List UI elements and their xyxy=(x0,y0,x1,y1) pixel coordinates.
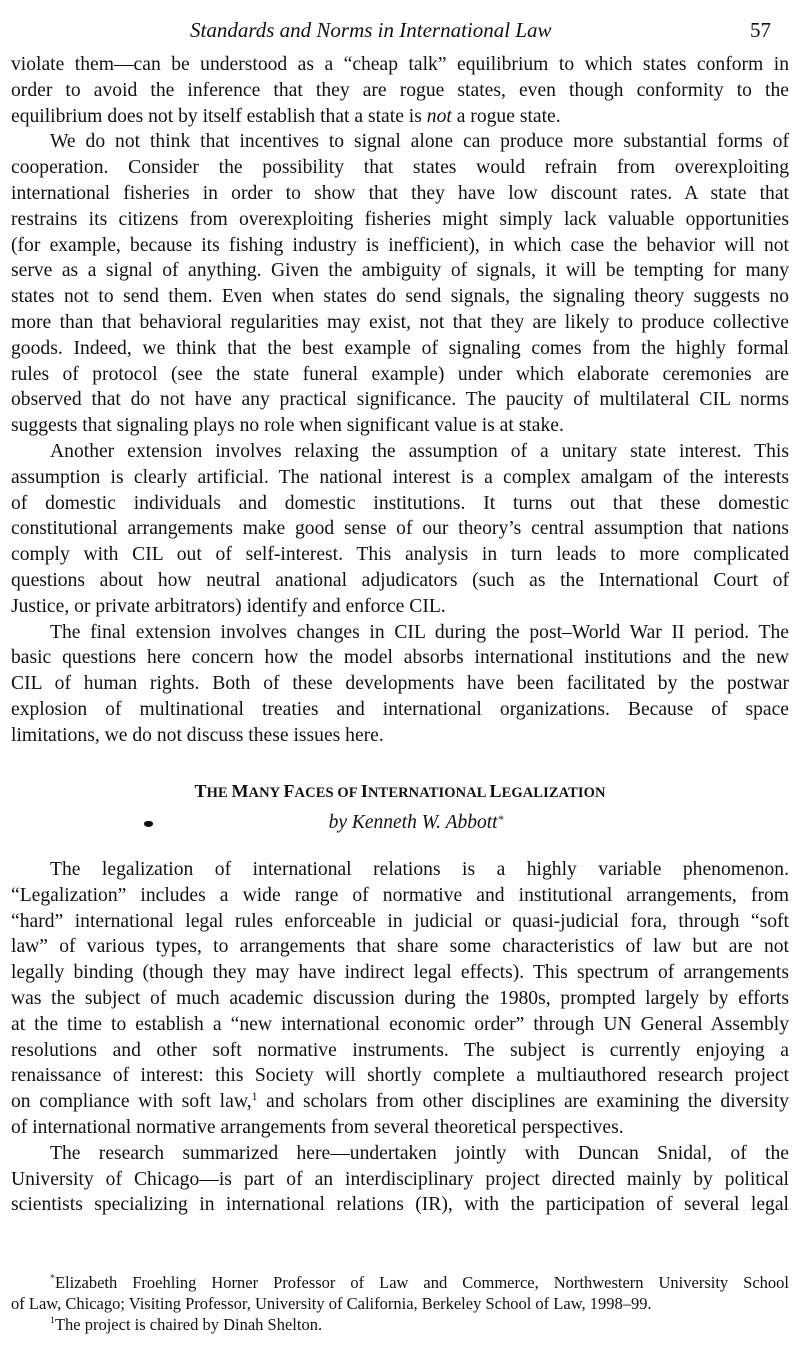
text-span: a rogue state. xyxy=(451,105,561,127)
text-line: basic questions here concern how the model absorbs international institutions and the new xyxy=(11,647,789,669)
text-span: The project is chaired by Dinah Shelton. xyxy=(54,1315,323,1334)
text-line: We do not think that incentives to signal alone can produce more substantial forms of xyxy=(50,131,789,153)
text-line: resolutions and other soft normative instruments. The subject is currently enjoying a xyxy=(11,1039,789,1061)
text-line: at the time to establish a “new international economic order” through UN General Assembly xyxy=(11,1013,789,1035)
heading-cap: L xyxy=(489,781,502,801)
text-line: limitations, we do not discuss these issues here. xyxy=(11,724,384,746)
heading-cap: M xyxy=(231,781,249,801)
body-text-bottom xyxy=(11,857,789,1218)
footnote xyxy=(11,1314,789,1335)
text-line: The final extension involves changes in CIL during the post–World War II period. The xyxy=(50,621,789,643)
text-line: legally binding (though they may have indirect legal effects). This spectrum of arrangements xyxy=(11,962,789,984)
heading-cap: T xyxy=(194,781,207,801)
text-line: The legalization of international relations is a highly variable phenomenon. xyxy=(50,859,789,880)
text-line: violate them—can be understood as a “cheap talk” equilibrium to which states conform in xyxy=(11,54,789,75)
paragraph xyxy=(11,129,789,439)
running-head xyxy=(0,18,800,46)
text-line: more than that behavioral regularities may exist, not that they are likely to produce collective xyxy=(11,311,789,333)
author-name: by Kenneth W. Abbott xyxy=(328,812,498,833)
footnotes xyxy=(11,1272,789,1335)
text-line: comply with CIL out of self-interest. This analysis in turn leads to more complicated xyxy=(11,544,789,566)
paragraph xyxy=(11,439,789,620)
heading-smallcaps: ACES OF xyxy=(294,785,361,801)
text-line: Justice, or private arbitrators) identify and enforce CIL. xyxy=(11,595,446,617)
text-line: (for example, because its fishing industry is inefficient), in which case the behavior will not xyxy=(11,234,789,256)
body-text-top xyxy=(11,52,789,749)
text-line: constitutional arrangements make good sense of our theory’s central assumption that nations xyxy=(11,518,789,540)
heading-smallcaps: ANY xyxy=(248,785,284,801)
text-line: rules of protocol (see the state funeral example) under which elaborate ceremonies are xyxy=(11,363,789,385)
text-line: order to avoid the inference that they are rogue states, even though conformity to the xyxy=(11,79,789,101)
footnote-line: of Law, Chicago; Visiting Professor, University of California, Berkeley School of Law, 1998–99. xyxy=(11,1294,652,1313)
text-line: questions about how neutral anational adjudicators (such as the International Court of xyxy=(11,569,789,591)
text-line: restrains its citizens from overexploiting fisheries might simply lack valuable opportunities xyxy=(11,208,789,230)
text-line: serve as a signal of anything. Given the ambiguity of signals, it will be tempting for many xyxy=(11,260,789,282)
paragraph xyxy=(11,857,789,1141)
text-line xyxy=(11,104,789,130)
text-line: of international normative arrangements from several theoretical perspectives. xyxy=(11,1116,624,1138)
footnote-marker: * xyxy=(50,1273,55,1284)
text-line: assumption is clearly artificial. The national interest is a complex amalgam of the interests xyxy=(11,466,789,488)
text-line: law” of various types, to arrangements that share some characteristics of law but are not xyxy=(11,936,789,958)
footnote-line xyxy=(11,1272,789,1293)
text-line: renaissance of interest: this Society will shortly complete a multiauthored research project xyxy=(11,1065,789,1087)
footnote-marker: * xyxy=(497,813,504,826)
heading-cap: I xyxy=(360,781,368,801)
text-line: cooperation. Consider the possibility that states would refrain from overexploiting xyxy=(11,157,789,179)
heading-cap: F xyxy=(283,781,295,801)
text-span: on compliance with soft law, xyxy=(11,1091,252,1113)
emphasis: not xyxy=(426,105,452,127)
text-line: was the subject of much academic discussion during the 1980s, prompted largely by efforts xyxy=(11,987,789,1009)
text-line: international fisheries in order to show that they have low discount rates. A state that xyxy=(11,182,789,204)
byline xyxy=(0,812,800,834)
text-line: “hard” international legal rules enforceable in judicial or quasi-judicial fora, through “soft xyxy=(11,910,789,932)
footnote-line xyxy=(11,1314,789,1335)
footnote-marker: 1 xyxy=(50,1315,55,1326)
text-line: of domestic individuals and domestic institutions. It turns out that these domestic xyxy=(11,492,789,514)
text-line: explosion of multinational treaties and international organizations. Because of space xyxy=(11,698,789,720)
text-line: goods. Indeed, we think that the best example of signaling comes from the highly formal xyxy=(11,337,789,359)
heading-smallcaps: HE xyxy=(206,785,232,801)
paragraph xyxy=(11,52,789,129)
text-line: observed that do not have any practical significance. The paucity of multilateral CIL norms xyxy=(11,389,789,411)
text-span: Elizabeth Froehling Horner Professor of Law and Commerce, Northwestern University School xyxy=(54,1273,789,1292)
text-line: University of Chicago—is part of an interdisciplinary project directed mainly by political xyxy=(11,1168,789,1190)
text-line xyxy=(11,1089,789,1115)
text-line: Another extension involves relaxing the assumption of a unitary state interest. This xyxy=(50,440,789,462)
footnote-reference[interactable]: 1 xyxy=(251,1090,258,1104)
text-line: CIL of human rights. Both of these developments have been facilitated by the postwar xyxy=(11,673,789,695)
text-span: equilibrium does not by itself establish that a state is xyxy=(11,105,427,127)
heading-smallcaps: NTERNATIONAL xyxy=(367,785,490,801)
section-heading xyxy=(0,781,800,802)
text-line: “Legalization” includes a wide range of normative and institutional arrangements, from xyxy=(11,884,789,906)
text-line: states not to send them. Even when states do send signals, the signaling theory suggests no xyxy=(11,286,789,308)
paragraph xyxy=(11,620,789,749)
text-line: The research summarized here—undertaken jointly with Duncan Snidal, of the xyxy=(50,1142,789,1164)
heading-smallcaps: EGALIZATION xyxy=(501,785,606,801)
running-title: Standards and Norms in International Law xyxy=(190,18,552,42)
text-span: and scholars from other disciplines are examining the diversity xyxy=(257,1091,789,1113)
text-line: suggests that signaling plays no role when significant value is at stake. xyxy=(11,415,564,437)
text-line: scientists specializing in international relations (IR), with the participation of several legal xyxy=(11,1194,789,1216)
footnote xyxy=(11,1272,789,1314)
paragraph xyxy=(11,1141,789,1218)
page-number: 57 xyxy=(750,18,771,42)
